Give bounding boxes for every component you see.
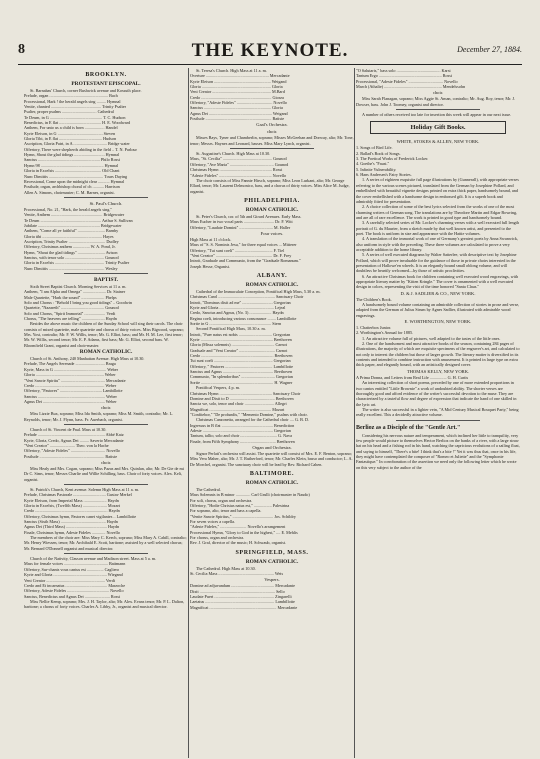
program-line: Anthem, For unto us a child is born ................... Handel [24, 125, 118, 131]
paragraph: Miss Healy and Mrs. Cogan, soprano; Miss Pazas and Mrs. Quinlan, alto; Mr. De Gie de mi Dr C. Sims, tenor; Messrs Charlie and Willie Schilling, bass. Choir of forty voices. Alex. Keli, organist. [24, 465, 184, 482]
denomination-heading: ROMAN CATHOLIC. [245, 558, 299, 565]
program-line: Sancta we, solo, tenor and choir ............................ Allegri [190, 401, 287, 407]
paragraph: A number of others received too late for insertion this week will appear in our next issue. [362, 112, 512, 118]
program-line: Offertory, "Tui sunt coeli" .................................... F. Tiel [190, 247, 285, 253]
program-line: March (Athalie) ....................................................... Mendelssohn [356, 84, 466, 90]
paragraph: The members of the choir are: Miss Mary C. Keech, soprano; Miss Mary A. Cahill, contralto; Mr. Henry Wiessen, tenor; Mr. Archibald E. Scott, baritone; assisted by a well selected chorus; Mr. Bernard O'Donnell organist and musical director. [24, 535, 187, 551]
program-line: Hymn, Shout the glad tidings ............................. Hymnal [24, 152, 120, 158]
centered-caption: Four voices. [260, 230, 284, 236]
denomination-heading: PROTESTANT EPISCOPAL. [71, 81, 141, 87]
program-line: Overture ............................................................ Mercadante [190, 73, 290, 79]
program-line: 5. Infinite Vulnerability. [356, 166, 397, 172]
program-line: Credo .................................................................. Weber [24, 382, 117, 388]
program-line: Communio, "In splendoribus" ................................ Gregorian [190, 374, 293, 380]
column-3 [356, 68, 520, 470]
program-line: Ascription, Gloria Patri, in A ................................ Bridge water [24, 141, 130, 147]
program-line: Kyrie Eleison, from Imperial Mass ...................... Haydn [24, 497, 119, 503]
denomination-heading: ROMAN CATHOLIC. [245, 281, 299, 288]
program-line: Processional, Hark ! the herald angels sing ......... Hymnal [24, 98, 121, 104]
program-line: Sortie in G ........................................................... Stern [190, 321, 282, 327]
centered-caption: D. & J. SADLIER & CO., NEW YORK. [400, 290, 476, 296]
paragraph: Church of the Nativity, Classon avenue and Madison street. Mass at 5 a. m. [30, 556, 157, 562]
paragraph: An interesting collection of short poems, preceded by one of more extended proportions in two cantos entitled "Little Brownie" a work of undoubted ability. The shorter verses are thoroughly good and afford evidence of the writer's successful devotion to the muse. They are characterized by a tasteful flow and degree of expression that indicate the hand of one skilled in the lyric art. [356, 380, 517, 407]
program-line: "Confitebor," "De profundis," "Memento Domine," psalms with choir. [190, 411, 308, 417]
boxed-heading: Holiday Gift Books. [370, 121, 506, 134]
program-line: Domine ad adjuvandum ......................................... Mercadante [190, 583, 296, 589]
paragraph: Besides the above music the children of the Sunday School will sing their carols. The choir consists of mixed quartette, male quartette and chorus of thirty voices. Miss Bigwood, soprano; Mrs. Yost, contralto; Mr. F. W. Willis, tenor; Mr. G. Elliot, bass; and Mr. H. M. Lee, first tenor; Mr. W. Willis, second tenor; Mr. E. P. Adams, first bass; Mr. G. Elliot, second bass. W. Bloomfield Grant, organist and choir-master. [24, 321, 184, 348]
section-heading: BALTIMORE. [249, 470, 295, 477]
paragraph: The choir consists of Miss Fannie Hirsch, soprano; Miss Leon Lurkant, alto; Mr. George Ellard, tenor; Mr. Laurent Delmonico, bass, and a chorus of thirty voices. Miss Alice M. Judge, organist. [190, 177, 350, 194]
paragraph: St. Patrick's Church, Kent avenue. Solemn High Mass at 11 a. m. [30, 487, 139, 492]
paragraph: The Cathedral. [196, 486, 221, 492]
section-heading: BROOKLYN. [85, 72, 127, 78]
program-line: Solo and Chorus, "Spirit Immortal" .................... Verdi [24, 310, 116, 316]
column-2 [190, 68, 354, 610]
program-line: For seven voices a capella. [190, 519, 235, 525]
program-line: Male Quartette, "Hark the sound" ...................... Phelps [24, 294, 117, 300]
program-line: 1. Chatterbox Junior. [356, 325, 392, 331]
paragraph: Church of St. Vincent de Paul. Mass at 10.30. [30, 426, 107, 432]
program-line: Tantum, tallio, solo and choir ................................... G. Nava [190, 433, 292, 439]
section-heading: PHILADELPHIA. [244, 197, 300, 204]
program-line: Mass of "S. S. Nominis Jesu," for three equal voices ... Mitterer [190, 242, 297, 248]
program-line: Solo and Chorus : "Behold I bring you good tidings" .. Goodwin [24, 300, 132, 306]
separator-rule [230, 148, 314, 149]
program-line: Postlude, organ, archbishop choral of ch ........... Harrison [24, 184, 120, 190]
paragraph: Pontifical Vespers, 4 p. m. [196, 385, 241, 391]
program-line: Dixit ........................................................................ Sello [190, 588, 285, 594]
paragraph: Miss Lizzie Bux, soprano; Miss Ida Smith, soprano; Miss M. Smith, contralto; Mr. L. Reynolds, tenor; Mr. J. Flynn, bass. Fr. Auerbach, organist. [24, 411, 174, 422]
program-line: Offertory, "Laudate Domini" ................................ M. Haller [190, 224, 291, 230]
program-line: Gloria ................................................................. Weber [24, 372, 116, 378]
program-line: Introit, Graduale and Communio, from the "Graduale Romanum." [190, 258, 301, 264]
separator-rule [64, 197, 148, 198]
paragraph: Cathedral of the Immaculate Conception, Pontifical High Mass, 5.30 a. m. [196, 288, 321, 294]
program-line: The Children's Book. [356, 296, 392, 302]
program-line: "Venite Sancte Spiritus," ....................................... Jos. Schildry [190, 513, 297, 519]
separator-rule [64, 273, 148, 274]
program-line: Finale, from Fifth Symphony .................................. Beethoven [190, 438, 295, 444]
program-line: Offertory, "Ave Maria" .......................................... Gounod [190, 161, 289, 167]
separator-rule [64, 424, 148, 425]
paragraph: St. Augustine's Church. High Mass at 10.30. [196, 151, 271, 157]
column-1 [24, 68, 188, 610]
paragraph: The writer is also successful in a lighter vein, "A Mid Century Musical Bouquet Party," being really excellent. This a decidedly attractive volume. [356, 406, 519, 418]
program-line: Prelude ................................................................ Abbé Katz [24, 432, 124, 438]
program-line: Tui sunt coeli ........................................................ Gregorian [190, 358, 291, 364]
column-rule [188, 68, 189, 758]
program-line: Recessional, Come upon the midnight clear ........... Hymnal [24, 178, 125, 184]
program-line: Mass, "St. Cecilia" ............................................... Gounod [190, 156, 287, 162]
centered-caption: Vespers. [264, 577, 280, 583]
program-line: Rev. J. Graf, director of the music; H. Schwaub, organist. [190, 540, 287, 546]
program-line: Te Deum .......................................................... Arthur S. Sullivan [24, 217, 133, 223]
program-line: Christmas Carol ...................................................... Sanctuary Choir [190, 294, 304, 300]
program-line: Gloria (Missa solemnis) ......................................... Carnot [190, 342, 287, 348]
denomination-heading: ROMAN CATHOLIC. [245, 206, 299, 213]
paragraph: Signor Perlati's orchestra will assist. The quartette will consist of Mrs. E. F. Benton, soprano; Miss Vera Maher, alto; Mr. J. T. Rutherford, tenor; Mr. Charles Klein, basso and conductor; L. A. De Morchel, organist. The sanctuary choir will be lead by Rev. Richard Cahen. [190, 450, 353, 467]
program-line: Chorus, "The heavens are telling" ...................... Haydn [24, 316, 117, 322]
program-line: St. Cecilia Mass ..................................................... Weis [190, 571, 284, 577]
program-line: For soli, chorus, organ and orchestra. [190, 497, 253, 503]
paragraph: St. Peter's Church, cor. of 5th and Girard Avenues. Early Mass. [196, 213, 302, 219]
program-line: Credo ..................................................................... Haydn [24, 508, 120, 514]
program-line: Agnus Dei (Third Mass) ....................................... Haydn [24, 524, 120, 530]
program-line: Offertory, Christmas hymn, Pastores canet vigilantes .. Lambillotte [24, 513, 137, 519]
program-line: Gloria in Excelsis, (Twelfth Mass) ....................... Mozart [24, 503, 121, 509]
program-line: Mass Eucher in two vocal parts ............................. Dr. F. Witt [190, 219, 293, 225]
program-line: "O Salutaris," bass solo .......................................... Karst [356, 68, 451, 73]
program-line: "Veni Creator" ........................ Theo. von la Hache [24, 442, 109, 448]
program-line: Kyrie Eleison, in G ........................................... Steven [24, 130, 116, 136]
program-line: Processional, No. 21, "Hark, the herald angels sing." [24, 206, 113, 212]
program-line: Prelude, organ ........................................................ Bach [24, 93, 118, 99]
program-line: Offertory, There were shepherds abiding in the field .. T. N. Parlour [24, 146, 137, 152]
denomination-heading: ROMAN CATHOLIC. [79, 349, 133, 356]
program-line: 4. Goethe's "Faust." [356, 161, 390, 167]
centered-caption: choir. [100, 405, 112, 411]
program-line: Hymn, "Shout the glad tidings" .......................... Avison [24, 249, 118, 255]
separator-rule [396, 420, 480, 421]
program-line: Mass for female voices .......................................... Battmann [24, 561, 126, 567]
paragraph: Miss Nellie Kemp, soprano; Mrs. J. H. Taylor, alto; Mr. Alex. Evans tenor; Mr. P. L. Dalton, baritone; a chorus of forty voices. Charles A. Libby, Jr., organist and musical director. [24, 598, 185, 610]
centered-caption: choir. [100, 459, 112, 465]
program-line: Nunc Dimittis ..................................................... Wesley [24, 265, 118, 271]
centered-caption: E. WORTHINGTON, NEW YORK. [404, 319, 472, 325]
program-line: Prelude, Christmas Pastorale ............................... Gustav Merkel [24, 492, 132, 498]
paragraph: Second Pontifical High Mass, 10.30 a. m. [196, 326, 266, 332]
program-line: Offertory, Sur-chants vous cantus est ................ Cagliero [24, 566, 120, 572]
program-line: Tantum Ergo ............................................................ Rossi [356, 73, 453, 79]
program-line: 2. Ballad's Book of Songs. [356, 150, 401, 156]
program-line: Gloria tibi ......................................................... Hayes [24, 233, 114, 239]
program-line: Offertory, "Pastores" ........................................ Lambillotte [24, 388, 123, 394]
program-line: Adeste ................................................................... Gregorian [190, 427, 291, 433]
program-line: Agnus Dei ........................................................... Weber [24, 398, 117, 404]
program-line: Joseph Hesse, Organist. [190, 263, 230, 269]
program-line: 1. Songs of Bird Life. [356, 145, 393, 151]
program-line: Domine and Dixit to D ........................................... Beethoven [190, 395, 294, 401]
program-line: Credo ................................................................... Giorza [190, 94, 284, 100]
program-line: Mass Solemnis in B minor .............. Carl Grulli (choirmaster in Naudo) [190, 492, 310, 498]
program-line: 6. Hans Andersen's Fairy Stories. [356, 172, 412, 178]
program-line: Processional, "Adeste Fideles" ................................. Novello [356, 78, 458, 84]
program-line: Postlude .............................................................. Batiste [24, 453, 118, 459]
program-line: Hymn 98 ............................................................ Hymnal [24, 162, 119, 168]
paragraph: St. Teresa's Church. High Mass at 11 a. m. [196, 68, 267, 73]
program-line: Sanctus and Agnus ................................................ Beethoven [190, 369, 293, 375]
separator-rule [64, 484, 148, 485]
program-line: Introit, "Puer natus est nobis ................................ Gregorian [190, 331, 291, 337]
program-line: Gloria in Excelsis ............................................ Old Chant [24, 168, 120, 174]
program-line: Sanctus ................................................................ Weber [24, 393, 117, 399]
centered-caption: THOMAS KELLY, NEW YORK. [406, 368, 470, 374]
program-line: "Veni Sancte Spiritu" .......................................... Mercadante [24, 377, 126, 383]
program-line: 3. The Poetical Works of Frederick Locker. [356, 156, 429, 162]
program-line: High Mass at 11 o'clock. [190, 236, 232, 242]
program-line: Postlude ............................................................... Batiste [190, 116, 285, 122]
paragraph: St. Barnabas' Church, corner Bushwick avenue and Kossuth place. [30, 88, 142, 93]
program-line: Quartette, "Nazareth" ......................................... Gounod [24, 305, 119, 311]
program-line: Venite, chanted ................................................ Trinity Psalter [24, 104, 127, 110]
program-line: Offertory, Christmas anthem ................ W. A. Pond, Jr. [24, 244, 116, 250]
paragraph: Miss Sarah Flanagan, soprano; Miss Aggie St. Aman, contralto; Mr. Aug. Roy, tenor; Mr. J. Dowser, bass. John J. Toomey, organist and director. [356, 96, 516, 107]
program-line: A Prima Donna, and Letters from Real Life ................ G. H. Curtis [356, 374, 469, 380]
paragraph: 6. An attractive Christmas book for children containing well executed wood engravings, with appropriate literary matter by "Kitten Kringle." The cover is ornamented with a well executed design in colors, representing the visit of the time honored "Santa Claus." [356, 273, 519, 290]
program-line: Kyrie Eleison ...................................................... Weigand [190, 78, 287, 84]
program-line: Agnus Dei ............................................................ Weigand [190, 110, 288, 116]
program-line: Sanctus, Benedictus and Agnus Dei ........................ Rossi [24, 593, 121, 599]
program-line: Offertory, "Adeste Fideles" .................................. Novello [190, 100, 287, 106]
program-line: Offertory, "Hodie Christus natus est," ................. Palestrina [190, 503, 290, 508]
program-line: Benedictus, in E flat ........................................ H. E. Woodward [24, 120, 131, 126]
paragraph: The Cathedral. High Mass at 10.30. [196, 565, 256, 571]
paragraph: Christmas Canzonetta, arranged for the Cathedral choir .... G. B. D. [196, 417, 310, 423]
program-line: Kyrie, Gloria, Credo, Agnus Dei ......... Saverio Mercadante [24, 437, 124, 443]
paragraph: Considering his nervous nature and temperament, which inclined her little to tranquility, very few people would picture to themselves Hector Berlioz on the banks of a river, with a large straw hat on his head and a fishing rod in his hand, watching the capricious evolutions of a sailing float, and saying to himself, "There's a bite! I think that's a bite !" Yet it was thus that, once in his life, they might have contemplated the composer of "Romeo et Juliette" and the "Symphonie Fantastique." In corroboration of the assertion we need only the following letter which he wrote on this very subject to the author of the [356, 432, 520, 470]
paragraph: Misses Bays, Tyner and Chamberlin, soprano; Misses McGeehan and Dorway, alto; Mr. Tone, tenor; Messrs. Haynes and Leonard, basses. Miss Mary Lynch, organist. [190, 135, 354, 146]
program-line: Prelude, The Angels Serenade ............................ Braga [24, 361, 116, 367]
program-line: Credo, Sanctus and Agnus, (No. 3) ..................... Haydn [190, 310, 284, 316]
program-line: Anthem, "I am Alpha and Omega" ...................... Dr. Stainer [24, 289, 126, 295]
denomination-heading: BAPTIST. [93, 277, 118, 283]
program-line: Finale, Christmas hymn, Adeste Fideles ............. Novello [24, 529, 120, 535]
program-line: 2. Worthington's Annual for 1885. [356, 330, 414, 336]
program-line: Credo ..................................................................... Beethoven [190, 353, 293, 359]
paragraph: 2. A choice collection of some of the best lyrics selected from the works of one of the most charming writers of German song. The translations are by Theodore Martin and Edgar Bowring, and are all of rare excellence. The work is printed in good type and handsomely bound. [356, 204, 518, 220]
program-line: Sanctus, with tenor solo ..................................... Gounod [24, 254, 119, 260]
paragraph: 5. A series of well executed diagrams by Walter Satterlee, with descriptive text by Josephine Pollard, which will prove invaluable for the guidance of those in private choirs interested in the presentation of Hallowe'en wheels. It is an elegantly bound small oblong volume, and will doubtless be heartily welcomed—by those of artistic proclivities. [356, 252, 517, 274]
program-line: Nunc Dimittis .................................................... Tours Daying [24, 173, 128, 179]
program-line: Laudate Pueri ......................................................... Zingarelli [190, 594, 292, 600]
centered-caption: WHITE, STOKES & ALLEN, NEW YORK. [396, 139, 480, 145]
program-line: Kyrie and Gloria .................................................... Lejeal [190, 305, 286, 310]
separator-rule [396, 109, 480, 110]
centered-caption: Gaal's Orchestra. [256, 122, 288, 128]
program-line: Ascription, Trinity Psalter ................................... Dudley [24, 238, 119, 244]
program-line: Christmas Hymn .................................................. Rossi [190, 167, 283, 173]
centered-caption: choir. [432, 90, 444, 96]
program-line: Kyrie, Mass in G .................................................. Weber [24, 366, 119, 372]
program-line: Kyrie ..................................................................... Beethoven [190, 337, 292, 343]
program-line: Psalter, proper psalms ................................. Cathedral [24, 109, 114, 115]
program-line: Graduale and "Veni Creator" .................................. Carnot [190, 347, 288, 353]
program-line: Sanctus ........................................................... Philo Rossi [24, 157, 121, 163]
centered-caption: choir. [266, 129, 278, 135]
paragraph: 1. A series of eighteen exquisite full page illustrations by (Gunnerall), with appropriate verses referring to the various scenes pictured, translated from the German by Josephine Pollard, and embellished with beautiful vignette designs printed on extra thick paper, handsomely bound, and the cover embellished with a handsome design in embossed gilt. It is a superb book and admirably fitted for presentation. [356, 177, 519, 204]
program-line: For soprano, alto, tenor and bass a capella. [190, 508, 262, 514]
program-line: "Veni Creator" ...................................................... Dr. F. Frey [190, 252, 292, 258]
centered-caption: Organ and Orchestra. [252, 444, 292, 450]
program-line: Christmas Hymn .................................................. Sanctuary Choir [190, 390, 301, 396]
program-line: Jubilate ........................................................... Bridgewater [24, 222, 122, 228]
section-heading: ALBANY. [256, 272, 288, 279]
program-line: Veni Creator ........................................................ Verdi [24, 577, 115, 583]
paragraph: Sixth Street Baptist Church. Morning Services at 11 a. m. [30, 284, 127, 289]
program-line: For chorus, organ and orchestra. [190, 535, 245, 541]
program-line: Regina coeli, introducing various consonance ........ Lambillotte [190, 315, 297, 321]
section-heading: SPRINGFIELD, MASS. [235, 549, 309, 556]
separator-rule [64, 553, 148, 554]
page-header [18, 40, 522, 65]
paragraph: A handsomely bound volume containing an admirable collection of stories in prose and verse, adapted from the German of Julius Strum by Agnes Sadlier, illustrated with admirable wood engravings. [356, 302, 520, 318]
page-number: 8 [18, 42, 25, 57]
denomination-heading: ROMAN CATHOLIC. [245, 479, 299, 486]
masthead-title: THE KEYNOTE. [191, 40, 349, 61]
program-line: Credo and Et incarnatus ........................................ Marzoche [24, 582, 126, 588]
article-heading: Berlioz as a Disciple of the "Gentle Art." [356, 424, 461, 431]
program-line: Sanctus ................................................................ Gloria [190, 105, 283, 111]
program-line: Offertory, "Adeste Fideles" ................................. Novello [24, 448, 120, 454]
program-line: Gloria Tibi, in E flat ......................................... Hudson [24, 136, 117, 142]
program-line: Sanctus (Sixth Mass) ........................................... Haydn [24, 519, 118, 525]
paragraph: 1. An attractive volume full of pictures, well adapted to the tastes of the little ones. [362, 335, 501, 341]
program-line: "Adeste Fideles" .................................................. Novello [190, 172, 287, 178]
program-line: Magnificat ........................................................... Mozart [190, 406, 285, 412]
paragraph: 2. One of the handsomest and most attractive books of the season, containing 284 pages of illustrations, the majority of which are exquisite specimens of the engraver's art, and calculated to not only to interest the children but those of larger growth. The literary matter is diversified in its contents and intended to combine instruction with amusement. It is printed in large type on extra thick paper, and elegantly bound, with an artistically designed cover. [356, 341, 520, 368]
program-line: Gloria in Excelsis ............................................... Trinity Psalter [24, 260, 130, 266]
program-line: Te Deum, in G .................................................. T. C. Hudson [24, 114, 126, 120]
column-rule [354, 68, 355, 758]
program-line: Ingressus in B flat ................................................. Benediction [190, 422, 295, 428]
program-line: Magnificat ................................................................ Mercadante [190, 604, 298, 610]
paragraph: Church of St. Anthony, 240 Manhattan Avenue. High Mass at 10.30. [30, 356, 145, 362]
paragraph: 3. A carefully selected series of Mr. Locker's charming verses with a well executed full length portrait of G. du Maurier, from a sketch made by that well known artist, and presented to the poet. The book is uniform in size and appearance with the Hattie volumes. [356, 220, 519, 236]
paragraph: 4. A translation of the immortal work of one of Germany's greatest poets by Anna Swanwick, also uniform in style with the preceding. These three volumes are calculated to prove a very acceptable addition to the home library. [356, 236, 519, 252]
program-line: Introit, "Dominus dixit ad me" ............................. Gregorian [190, 299, 291, 305]
issue-date: December 27, 1884. [457, 45, 522, 54]
program-line: Anthem, "Come all ye faithful" .......................... Barnby [24, 228, 119, 234]
centered-caption: St. Paul's Church. [89, 200, 123, 206]
program-line: Gloria .................................................................. Gloria [190, 84, 283, 90]
program-line: Sortie ..................................................................... H. Wagner [190, 379, 293, 385]
program-line: Kyrie and Gloria ................................................... Wiegand [24, 572, 123, 578]
program-line: Allen A. Simons, choirmaster; C. M. Barnes, organist. [24, 189, 115, 195]
program-line: Venite, Anthem ................................................. Bridgewater [24, 212, 125, 218]
program-line: "Adeste Fideles," ......................... Novello's arrangement [190, 524, 286, 530]
program-line: Veni Creator ........................................................ M.Bard [190, 89, 285, 95]
program-line: Offertory, " Pastores ............................................. Lambillotte [190, 363, 294, 369]
program-line: Processional Hymn, "Glory to God in the highest," .... E. Mehlis [190, 529, 298, 535]
program-line: Laetatus .................................................................. Lambillotte [190, 599, 295, 605]
program-line: Offertory, Adeste Fideles ........................................ Novello [24, 588, 124, 594]
